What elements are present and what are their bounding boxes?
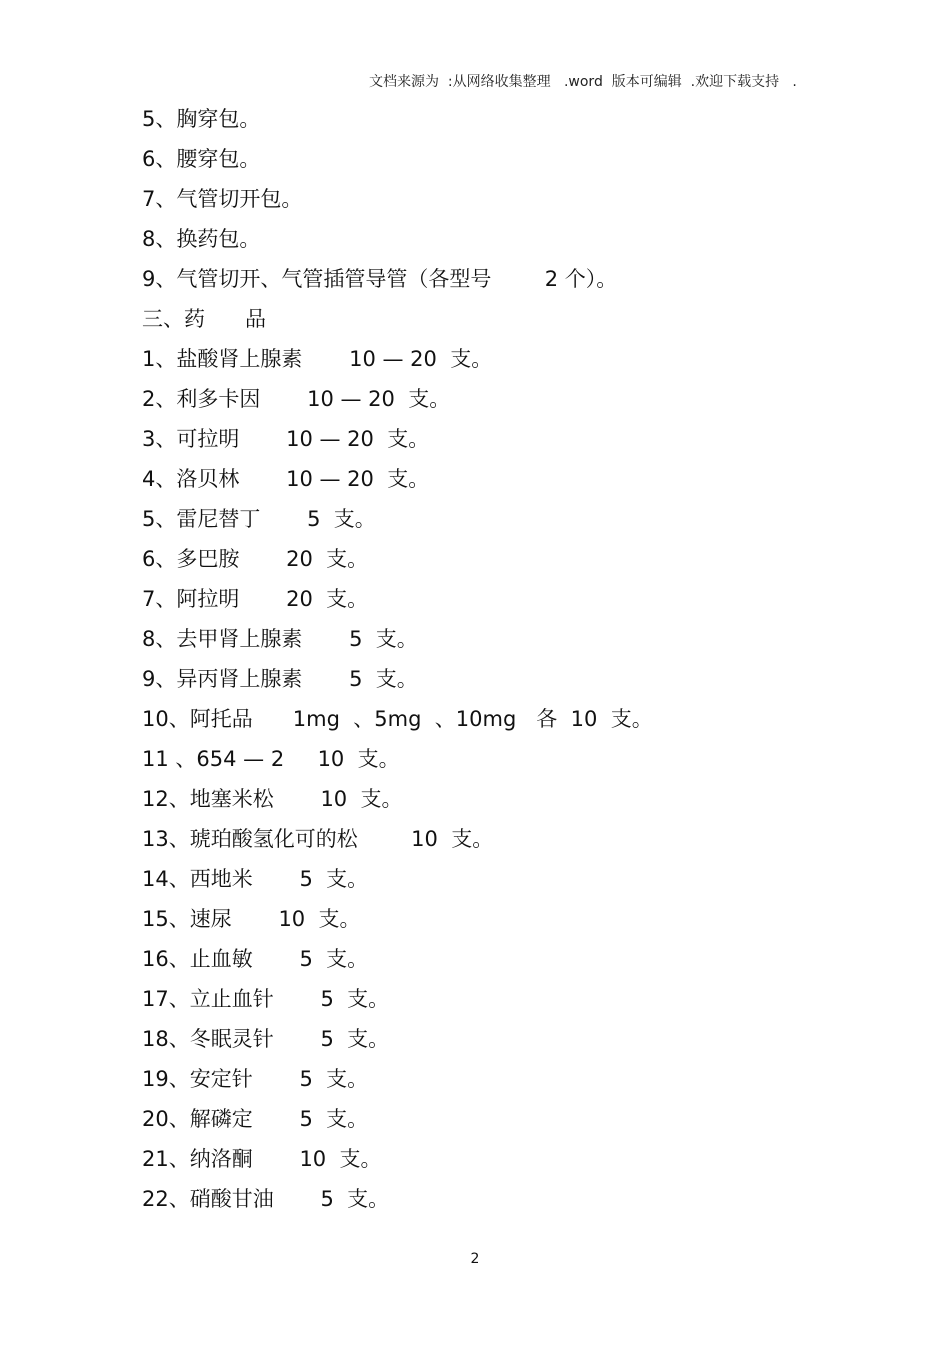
drug-item: 17、立止血针 5 支。: [142, 987, 390, 1011]
package-item: 7、气管切开包。: [142, 187, 303, 211]
drug-item: 5、雷尼替丁 5 支。: [142, 507, 376, 531]
drug-item: 12、地塞米松 10 支。: [142, 787, 403, 811]
drug-item: 3、可拉明 10 — 20 支。: [142, 427, 430, 451]
drug-item: 20、解磷定 5 支。: [142, 1107, 369, 1131]
source-note: 文档来源为 :从网络收集整理 .word 版本可编辑 .欢迎下载支持 .: [369, 74, 797, 90]
drug-item: 15、速尿 10 支。: [142, 907, 361, 931]
package-item: 6、腰穿包。: [142, 147, 261, 171]
drug-item: 21、纳洛酮 10 支。: [142, 1147, 382, 1171]
drug-item: 13、琥珀酸氢化可的松 10 支。: [142, 827, 494, 851]
page-body: [142, 102, 862, 1222]
drug-item: 4、洛贝林 10 — 20 支。: [142, 467, 430, 491]
drug-item: 8、去甲肾上腺素 5 支。: [142, 627, 418, 651]
package-item: 5、胸穿包。: [142, 107, 261, 131]
drug-item: 18、冬眠灵针 5 支。: [142, 1027, 390, 1051]
drug-item: 7、阿拉明 20 支。: [142, 587, 369, 611]
drug-item: 16、止血敏 5 支。: [142, 947, 369, 971]
drug-item: 2、利多卡因 10 — 20 支。: [142, 387, 451, 411]
page-number: 2: [470, 1251, 480, 1267]
drug-item: 10、阿托品 1mg 、5mg 、10mg 各 10 支。: [142, 707, 653, 731]
drug-item: 11 、654 — 2 10 支。: [142, 747, 400, 771]
drug-item: 1、盐酸肾上腺素 10 — 20 支。: [142, 347, 493, 371]
drug-item: 22、硝酸甘油 5 支。: [142, 1187, 390, 1211]
drug-item: 14、西地米 5 支。: [142, 867, 369, 891]
package-item: 8、换药包。: [142, 227, 261, 251]
drug-item: 6、多巴胺 20 支。: [142, 547, 369, 571]
package-item: 9、气管切开、气管插管导管（各型号 2 个）。: [142, 267, 618, 291]
section-heading-drugs: 三、药 品: [142, 307, 267, 331]
drug-item: 9、异丙肾上腺素 5 支。: [142, 667, 418, 691]
drug-item: 19、安定针 5 支。: [142, 1067, 369, 1091]
